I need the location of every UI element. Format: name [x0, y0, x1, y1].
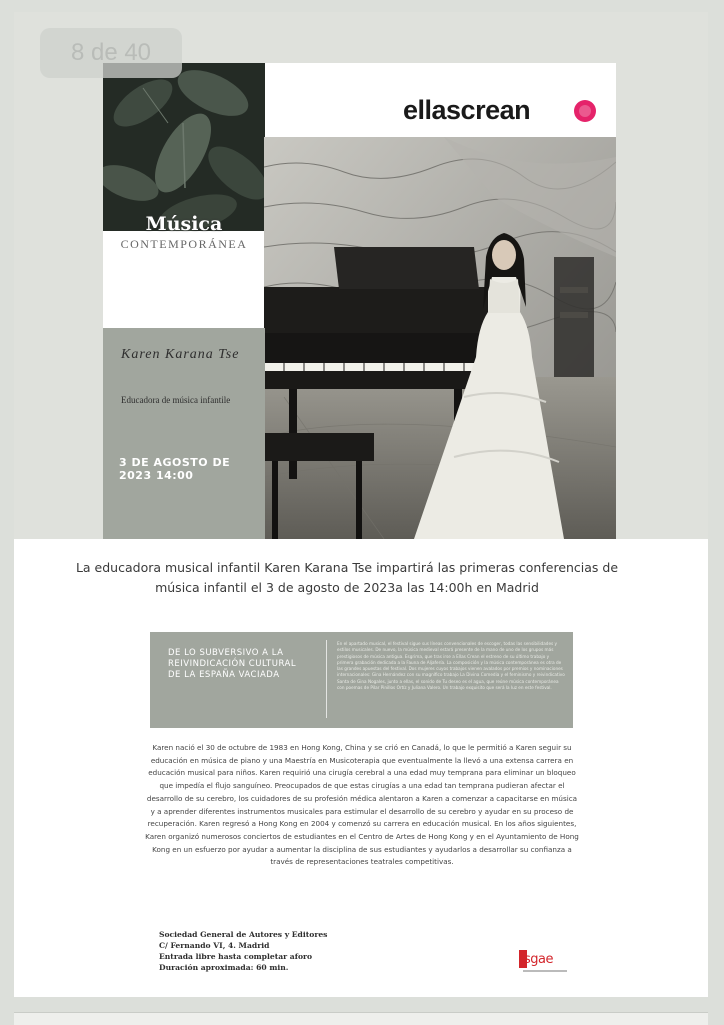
event-poster: [103, 63, 616, 539]
event-details: [159, 929, 379, 973]
poster-title: Música: [145, 213, 223, 235]
entry-info: Entrada libre hasta completar aforo: [159, 952, 313, 961]
event-date: 3 DE AGOSTO DE 2023 14:00: [119, 456, 231, 482]
ellascrean-logo: ellascrean: [403, 95, 531, 125]
pianist-photo: [264, 137, 616, 539]
biography-text: Karen nació el 30 de octubre de 1983 en Hong Kong, China y se crió en Canadá, lo que le permitió a Karen seguir su educación en música de piano y una Maestría en Musicoterapia que eventualmente la llevó a una extensa carrera en educación musical para niños. Karen requirió una cirugía cerebral a una edad muy temprana para eliminar un bloqueo que impedía el flujo sanguíneo. Preocupados de que estas cirugías a una edad tan temprana pudieran afectar el desarrollo de su cerebro, los cuidadores de su profesión médica alentaron a Karen a comenzar a capacitarse en música y a aprender diferentes instrumentos musicales para estimular el desarrollo de su cerebro y ayudar en su proceso de recuperación. Karen regresó a Hong Kong en 2004 y comenzó su carrera en educación musical. En los años siguientes, Karen organizó numerosos conciertos de estudiantes en el Centro de Artes de Hong Kong y en el Ayuntamiento de Hong Kong en un esfuerzo por ayudar a aumentar la disciplina de sus estudiantes y ayudarlos a desarrollar su confianza a través de representaciones teatrales competitivas.: [145, 743, 579, 867]
sgae-tagline: [523, 970, 567, 972]
festival-info-band: [150, 632, 573, 728]
band-text: En el apartado musical, el festival sigue sus líneas convencionales de escoger, todas las sensibilidades y estilos musicales. De nuevo, la música medieval estará presente de la mano de uno de los grupos más prestigiosos de música antigua. Esgrima, que tras irse a Ellas Crean el estreno de su último trabajo y primera grabación dedicada a la Fauna de Aljafería. La composición y la música contemporánea es otra de las grandes apuestas del festival. Dos mujeres cuyos trabajos vienen avalados por premios y nominaciones internacionales: Gina Hernández con su magnífico trabajo La Divina Comedia y el feminismo y reivindicativo Santa de Gina Nogales, junto a ellas, el sonido de Tu deseo es el agua, que reúne música contemporánea con poemas de Pilar Pinillos Ortíz y Juliana Valero. Un trabajo exquisito que será la luz en este festival.: [337, 641, 565, 691]
logo-dot-icon: [574, 100, 596, 122]
article-headline: La educadora musical infantil Karen Karana Tse impartirá las primeras conferencias de música infantil el 3 de agosto de 2023a las 14:00h en Madrid: [75, 560, 619, 595]
organization-name: Sociedad General de Autores y Editores: [159, 930, 328, 939]
venue-address: C/ Fernando VI, 4. Madrid: [159, 941, 270, 950]
next-page-edge: [14, 1012, 708, 1025]
speaker-name: Karen Karana Tse: [121, 347, 240, 362]
speaker-role: Educadora de música infantile: [121, 395, 231, 405]
band-divider: [326, 640, 327, 718]
sgae-logo: [519, 950, 567, 978]
poster-title-block: [103, 213, 265, 303]
speaker-panel: [103, 328, 265, 539]
leaf-image: [103, 63, 265, 231]
poster-subtitle: CONTEMPORÁNEA: [120, 237, 248, 251]
sgae-wordmark: sgae: [524, 952, 553, 967]
duration-info: Duración aproximada: 60 min.: [159, 963, 289, 972]
band-title: DE LO SUBVERSIVO A LA REIVINDICACIÓN CULTURAL DE LA ESPAÑA VACIADA: [168, 648, 297, 680]
page-counter: 8 de 40: [40, 28, 182, 78]
